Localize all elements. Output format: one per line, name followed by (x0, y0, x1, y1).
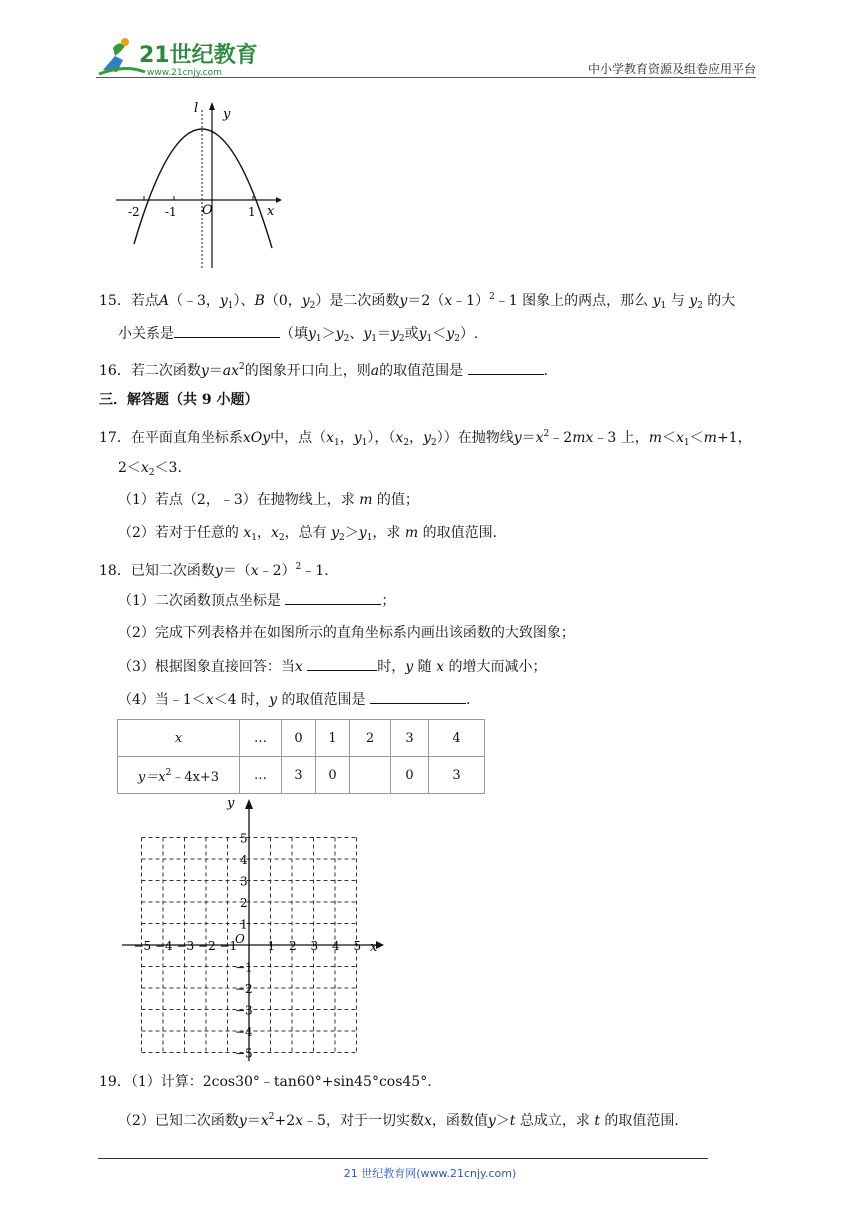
origin-label: O (235, 932, 245, 946)
x-tick-label: 1 (267, 939, 276, 953)
table-row: x … 0 1 2 3 4 (118, 720, 485, 757)
question-19-part1: 19．（1）计算：2cos30°﹣tan60°+sin45°cos45°. (99, 1074, 432, 1090)
question-18: 18．已知二次函数y＝（x﹣2）$^2$﹣1. (99, 562, 329, 579)
section-title: 三．解答题（共 9 小题） (99, 392, 259, 408)
question-19-part2: （2）已知二次函数$y=x^2+2x﹣5$，对于一切实数x，函数值y＞t 总成立，求 t 的取值范围. (118, 1112, 679, 1129)
question-18-part2: （2）完成下列表格并在如图所示的直角坐标系内画出该函数的大致图象； (118, 625, 575, 641)
answer-blank[interactable] (285, 590, 381, 605)
svg-text:www.21cnjy.com: www.21cnjy.com (147, 68, 222, 78)
y-tick-label: 1 (240, 917, 248, 932)
question-17-line2: $2<x_2<3$. (118, 460, 182, 478)
x-tick-label: −4 (155, 939, 173, 953)
answer-blank[interactable] (370, 689, 466, 704)
footer-divider (98, 1158, 708, 1159)
question-18-part3: （3）根据图象直接回答：当x 时，y 随 x 的增大而减小； (118, 656, 546, 677)
question-18-part1: （1）二次函数顶点坐标是 ； (118, 590, 395, 611)
value-table (117, 719, 485, 794)
y-axis-arrow (245, 799, 253, 809)
x-tick-label: −5 (133, 939, 152, 953)
x-tick-label: 4 (332, 939, 340, 953)
y-tick-label: −3 (235, 1003, 253, 1018)
x-tick-label: 5 (353, 939, 362, 953)
question-18-part4: （4）当﹣1＜x＜4 时，y 的取值范围是 . (118, 689, 470, 710)
answer-blank[interactable] (174, 323, 280, 338)
svg-text:21世纪教育: 21世纪教育 (139, 43, 258, 68)
x-axis-label: x (267, 204, 275, 219)
tick-label-minus-1: -1 (165, 205, 177, 219)
answer-blank[interactable] (468, 360, 544, 375)
parabola-graph (110, 98, 285, 270)
x-tick-label: 3 (310, 939, 319, 953)
x-axis-label: x (370, 940, 378, 955)
tick-label-minus-2: -2 (128, 205, 140, 219)
y-tick-label: −2 (235, 982, 253, 996)
question-17-line1: 17．在平面直角坐标系xOy中，点（$x_1$，$y_1$），（$x_2$，$y_2$））在抛物线$y=x^2﹣2mx﹣3$ 上，$m<x_1<m+1$， (99, 429, 752, 448)
x-tick-label: 2 (289, 939, 297, 953)
header-platform-text: 中小学教育资源及组卷应用平台 (587, 62, 756, 76)
question-17-part2: （2）若对于任意的 $x_1$，$x_2$，总有 $y_2>y_1$，求 m 的取值范围. (118, 525, 498, 543)
header-divider (96, 77, 756, 78)
y-tick-label: −4 (235, 1025, 253, 1039)
question-16: 16．若二次函数$y=ax^2$的图象开口向上，则a的取值范围是 . (99, 362, 548, 379)
answer-blank[interactable] (307, 656, 377, 671)
x-tick-label: −2 (198, 939, 216, 953)
site-logo (95, 34, 265, 80)
question-17-part1: （1）若点（2，﹣3）在抛物线上，求 m 的值； (118, 492, 419, 508)
origin-label: O (202, 203, 213, 218)
footer-text: 21 世纪教育网(www.21cnjy.com) (343, 1167, 517, 1180)
tick-label-1: 1 (248, 205, 256, 219)
y-tick-label: −1 (235, 960, 253, 975)
table-empty-cell[interactable] (350, 757, 391, 794)
coordinate-grid (118, 795, 390, 1063)
y-axis-label: y (223, 107, 231, 122)
y-tick-label: 2 (240, 896, 248, 910)
y-tick-label: 5 (240, 831, 248, 846)
y-axis-label: y (227, 796, 235, 811)
axis-of-symmetry-label: l (194, 101, 199, 116)
x-tick-label: −3 (176, 939, 195, 953)
y-tick-label: −5 (235, 1046, 253, 1061)
x-tick-label: −1 (219, 939, 238, 953)
question-15-line2: 小关系是 （填$y_1>y_2$、$y_1=y_2$或$y_1<y_2$）. (118, 323, 478, 349)
y-tick-label: 4 (240, 853, 248, 867)
table-row: $y=x^2﹣4x+3$ … 3 0 0 3 (118, 757, 485, 794)
question-15-line1: 15．若点A（﹣3，$y_1$）、B（0，$y_2$）是二次函数y＝2（x﹣1）$^2$﹣1 图象上的两点，那么 $y_1$ 与 $y_2$ 的大 (99, 292, 736, 311)
y-tick-label: 3 (240, 874, 248, 889)
